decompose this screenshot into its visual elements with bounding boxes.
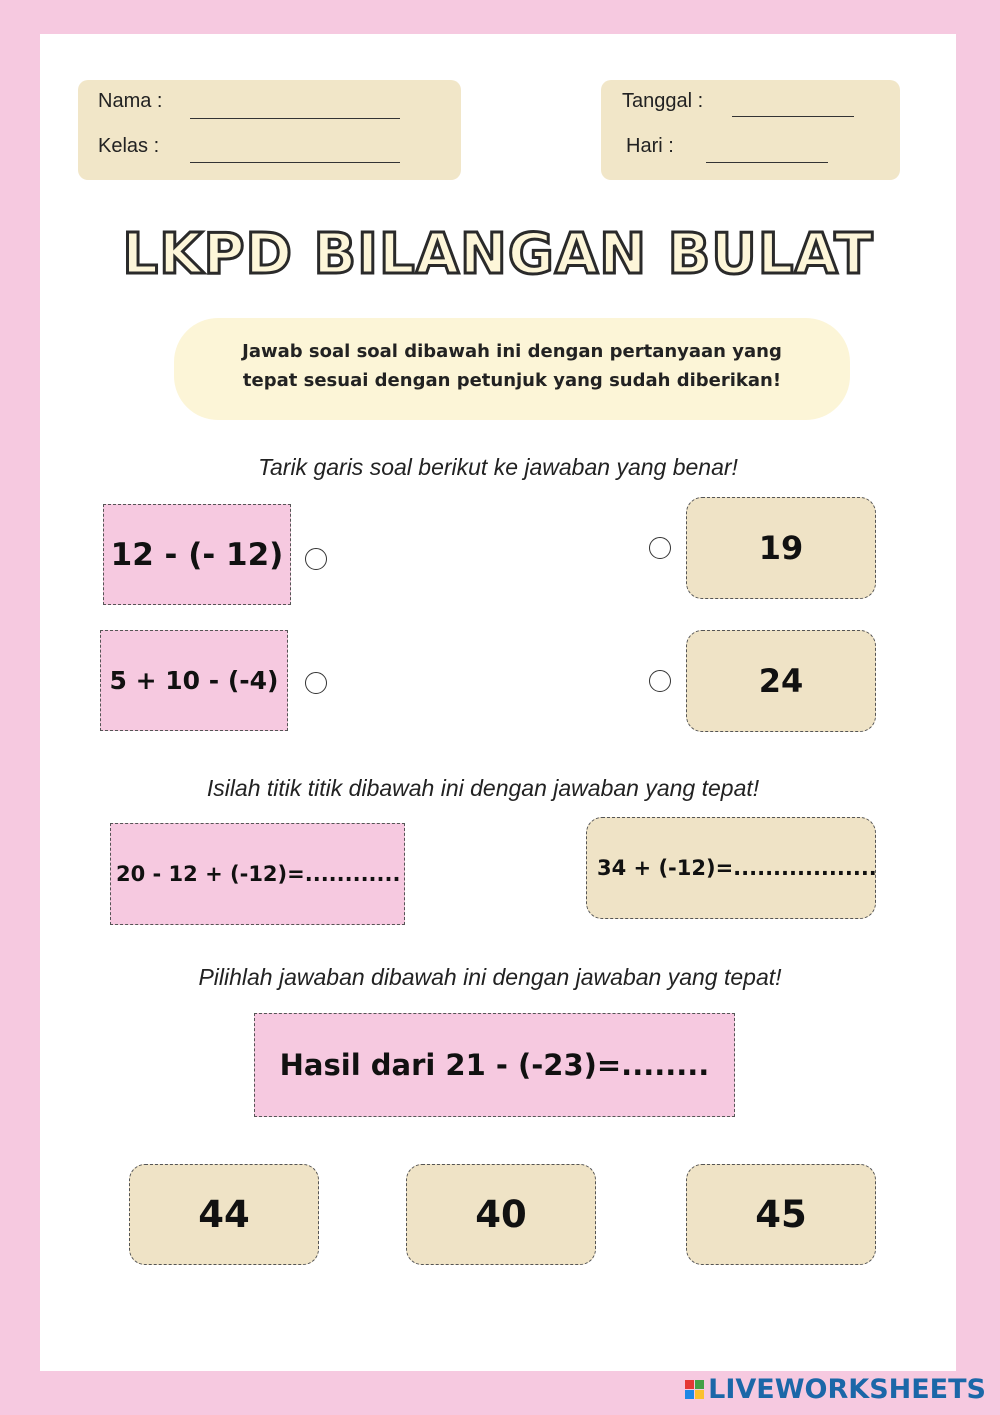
worksheet-page xyxy=(40,34,956,1371)
fill-blank-1[interactable]: 20 - 12 + (-12)=............ xyxy=(110,823,405,925)
section3-prompt: Pilihlah jawaban dibawah ini dengan jawaban yang tepat! xyxy=(198,964,782,990)
match-question-1-dot[interactable] xyxy=(305,548,327,570)
instruction-line-2: tepat sesuai dengan petunjuk yang sudah diberikan! xyxy=(242,370,782,391)
fill-blank-2[interactable]: 34 + (-12)=.................. xyxy=(586,817,876,919)
page-title: LKPD BILANGAN BULAT xyxy=(122,222,874,287)
instruction-line-1: Jawab soal soal dibawah ini dengan pertanyaan yang xyxy=(242,341,782,362)
match-answer-2[interactable]: 24 xyxy=(686,630,876,732)
nama-label: Nama : xyxy=(98,90,163,112)
choice-option-2[interactable]: 40 xyxy=(406,1164,596,1265)
hari-label: Hari : xyxy=(626,135,674,157)
instruction-box xyxy=(174,318,850,420)
date-info-box xyxy=(601,80,900,180)
section2-prompt: Isilah titik titik dibawah ini dengan jawaban yang tepat! xyxy=(206,775,760,801)
hari-line[interactable] xyxy=(706,162,828,163)
match-answer-1[interactable]: 19 xyxy=(686,497,876,599)
student-info-box xyxy=(78,80,461,180)
match-question-2[interactable]: 5 + 10 - (-4) xyxy=(100,630,288,731)
match-answer-2-dot[interactable] xyxy=(649,670,671,692)
brand-text: LIVEWORKSHEETS xyxy=(708,1374,986,1405)
kelas-label: Kelas : xyxy=(98,135,160,157)
tanggal-line[interactable] xyxy=(732,116,854,117)
match-question-1[interactable]: 12 - (- 12) xyxy=(103,504,291,605)
section1-prompt: Tarik garis soal berikut ke jawaban yang benar! xyxy=(258,454,738,480)
liveworksheets-brand xyxy=(685,1374,986,1405)
nama-line[interactable] xyxy=(190,118,400,119)
choice-option-3[interactable]: 45 xyxy=(686,1164,876,1265)
kelas-line[interactable] xyxy=(190,162,400,163)
tanggal-label: Tanggal : xyxy=(622,90,704,112)
choice-option-1[interactable]: 44 xyxy=(129,1164,319,1265)
liveworksheets-logo-icon xyxy=(685,1380,704,1399)
match-question-2-dot[interactable] xyxy=(305,672,327,694)
match-answer-1-dot[interactable] xyxy=(649,537,671,559)
multiple-choice-question: Hasil dari 21 - (-23)=........ xyxy=(254,1013,735,1117)
